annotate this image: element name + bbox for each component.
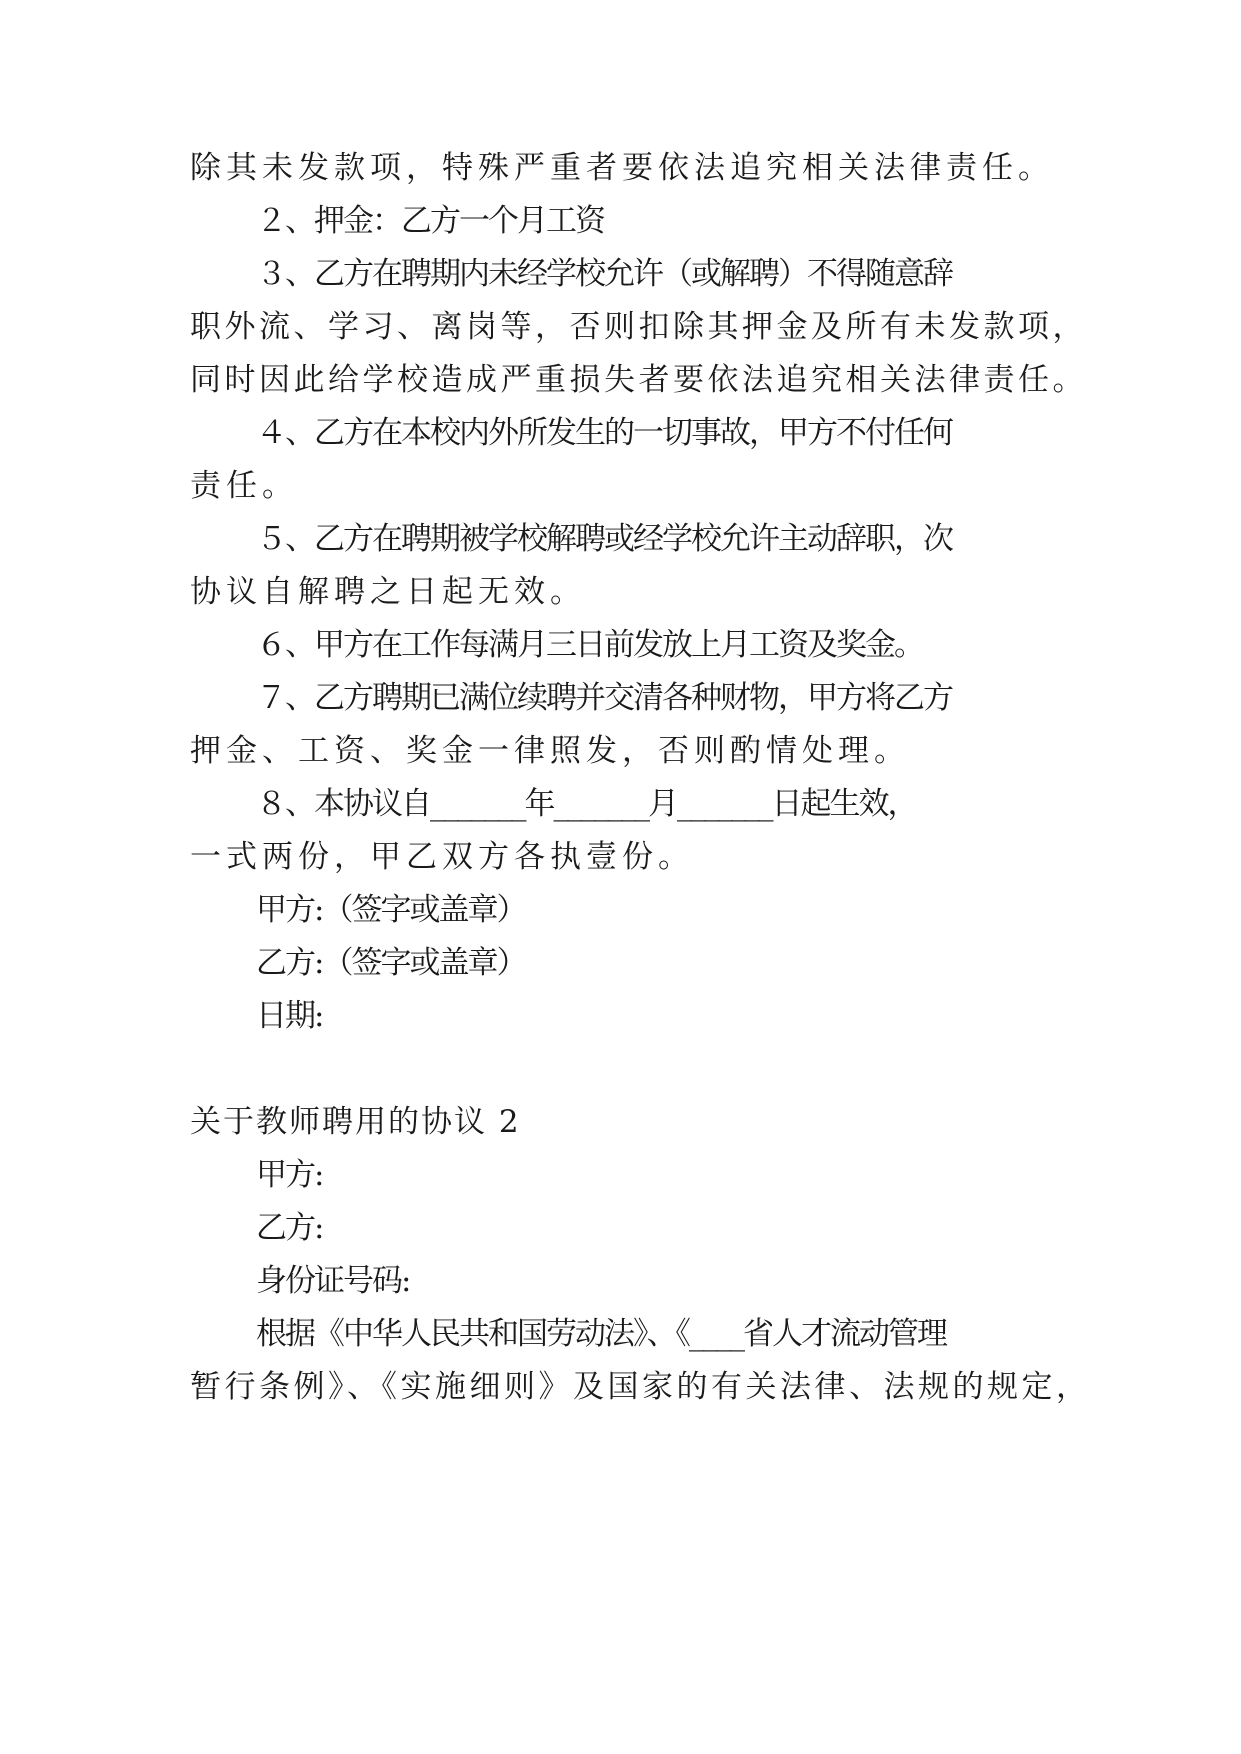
agreement-2-party-b: 乙方: xyxy=(256,1210,323,1246)
clause-6: ６、甲方在工作每满月三日前发放上月工资及奖金。 xyxy=(256,627,923,663)
clause-8-line-2: 一式两份，甲乙双方各执壹份。 xyxy=(190,839,694,875)
basis-line-2: 暂行条例》、《实施细则》及国家的有关法律、法规的规定， xyxy=(190,1369,1091,1405)
agreement-2-title: 关于教师聘用的协议 2 xyxy=(190,1104,521,1140)
clause-3-line-3: 同时因此给学校造成严重损失者要依法追究相关法律责任。 xyxy=(190,362,1087,398)
clause-3-line-2: 职外流、学习、离岗等，否则扣除其押金及所有未发款项， xyxy=(190,309,1087,345)
id-number-line: 身份证号码: xyxy=(256,1263,410,1299)
clause-5-line-2: 协议自解聘之日起无效。 xyxy=(190,574,586,610)
clause-4-line-1: ４、乙方在本校内外所发生的一切事故，甲方不付任何 xyxy=(256,415,952,451)
agreement-2-party-a: 甲方: xyxy=(256,1157,323,1193)
clause-4-line-2: 责任。 xyxy=(190,468,298,504)
clause-7-line-2: 押金、工资、奖金一律照发，否则酌情处理。 xyxy=(190,733,910,769)
clause-8-line-1: ８、本协议自_______年_______月_______日起生效， xyxy=(256,786,917,822)
text-line-1: 除其未发款项，特殊严重者要依法追究相关法律责任。 xyxy=(190,150,1054,186)
clause-5-line-1: ５、乙方在聘期被学校解聘或经学校允许主动辞职，次 xyxy=(256,521,952,557)
date-line: 日期: xyxy=(256,998,323,1034)
clause-7-line-1: ７、乙方聘期已满位续聘并交清各种财物，甲方将乙方 xyxy=(256,680,952,716)
clause-2-deposit: ２、押金：乙方一个月工资 xyxy=(256,203,604,239)
party-a-signature: 甲方:（签字或盖章） xyxy=(256,892,526,928)
basis-line-1: 根据《中华人民共和国劳动法》、《____省人才流动管理 xyxy=(256,1316,946,1352)
clause-3-line-1: ３、乙方在聘期内未经学校允许（或解聘）不得随意辞 xyxy=(256,256,952,292)
party-b-signature: 乙方:（签字或盖章） xyxy=(256,945,526,981)
